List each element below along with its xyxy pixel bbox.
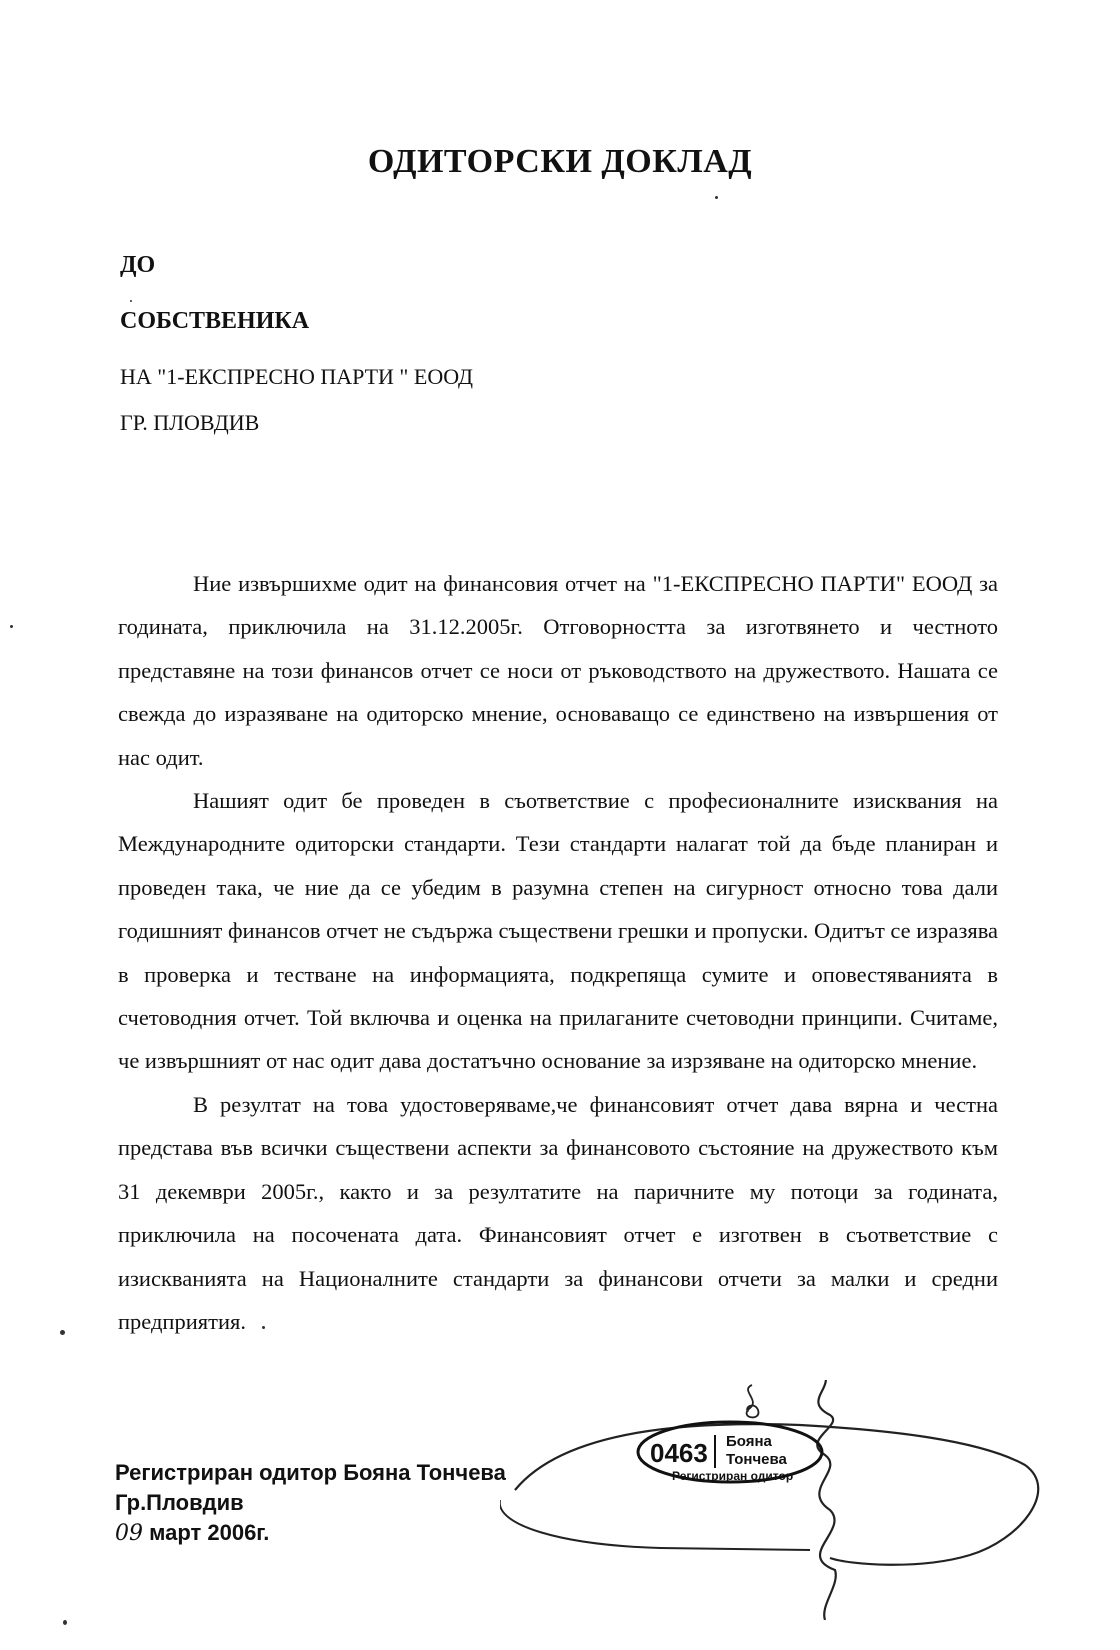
recipient-owner: СОБСТВЕНИКА (120, 308, 310, 334)
report-date-rest: март 2006г. (143, 1520, 270, 1545)
stamp-name-first: Бояна (726, 1433, 772, 1450)
signature-block (115, 1458, 506, 1549)
recipient-to: ДО (120, 252, 156, 278)
scan-speck (63, 1620, 67, 1625)
auditor-name: Регистриран одитор Бояна Тончева (115, 1460, 506, 1485)
recipient-city: ГР. ПЛОВДИВ (120, 410, 260, 435)
stamp-name-last: Тончева (726, 1451, 787, 1468)
report-date-day: 09 (115, 1521, 143, 1546)
signature-scribble (515, 1380, 1038, 1620)
paragraph-scope: Ние извършихме одит на финансовия отчет на "1-ЕКСПРЕСНО ПАРТИ" ЕООД за годината, приключила на 31.12.2005г. Отговорността за изготвянето и честното представяне на този финансов отчет се носи от ръководството на дружеството. Нашата се свежда до изразяване на одиторско мнение, основаващо се единствено на извършения от нас одит. (118, 571, 998, 770)
recipient-company: НА "1-ЕКСПРЕСНО ПАРТИ " ЕООД (120, 364, 474, 389)
paragraph-opinion: В резултат на това удостоверяваме,че финансовият отчет дава вярна и честна представа във всички съществени аспекти за финансовото състояние на дружеството към 31 декември 2005г., както и за резултатите на паричните му потоци за годината, приключила на посочената дата. Финансовият отчет е изготвен в съответствие с изискванията на Националните стандарти за финансови отчети за малки и средни предприятия. (118, 1091, 998, 1334)
scan-speck (60, 1330, 65, 1335)
stamp-number: 0463 (650, 1438, 708, 1468)
report-date (115, 1518, 506, 1549)
handwritten-initial (747, 1385, 759, 1417)
report-body (118, 562, 998, 1343)
scan-speck (715, 196, 718, 199)
page-title: ОДИТОРСКИ ДОКЛАД (367, 143, 753, 180)
scan-speck (262, 1326, 265, 1329)
auditor-stamp (500, 1380, 1060, 1620)
stamp-caption: Регистриран одитор (672, 1469, 794, 1483)
auditor-city: Гр.Пловдив (115, 1490, 244, 1515)
paragraph-standards: Нашият одит бе проведен в съответствие с професионалните изисквания на Международните одиторски стандарти. Тези стандарти налагат той да бъде планиран и проведен така, че ние да се убедим в разумна степен на сигурност относно това дали годишният финансов отчет не съдържа съществени грешки и пропуски. Одитът се изразява в проверка и тестване на информацията, подкрепяща сумите и оповестяванията в счетоводния отчет. Той включва и оценка на прилаганите счетоводни принципи. Считаме, че извършният от нас одит дава достатъчно основание за изрзяване на одиторско мнение. (118, 788, 999, 1074)
scan-speck (130, 300, 132, 302)
scan-speck (10, 625, 13, 628)
